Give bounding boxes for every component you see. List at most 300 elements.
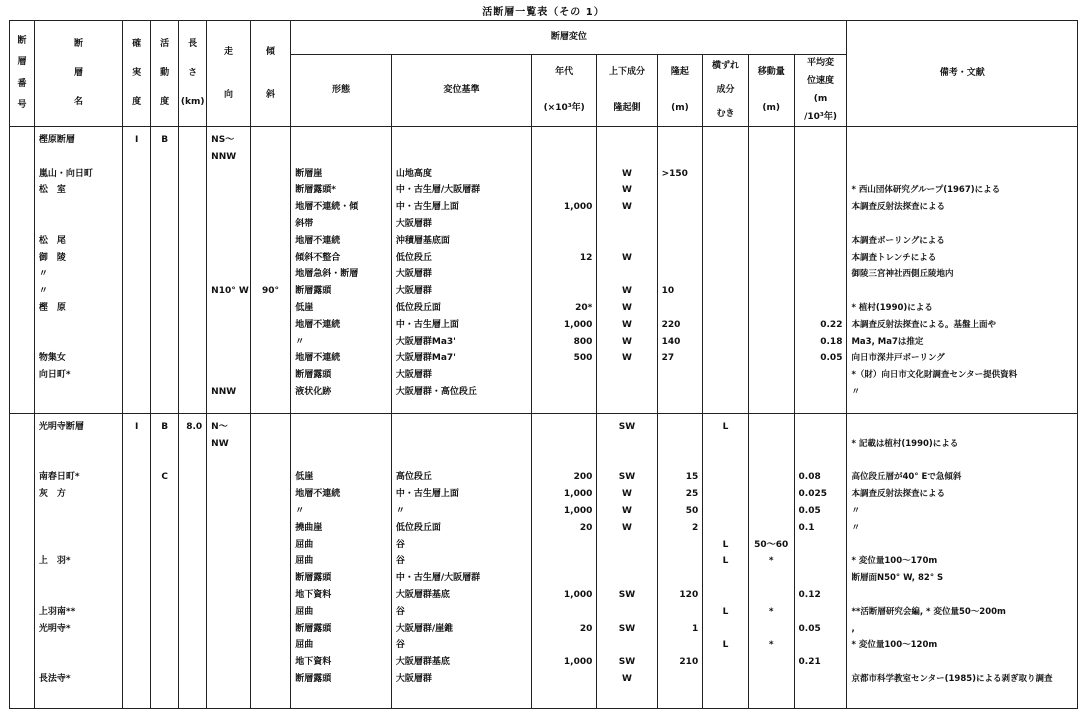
- cell-line: [532, 553, 592, 570]
- cell-line: SW: [618, 623, 636, 634]
- header-text: 実: [132, 68, 142, 79]
- cell-line: NNW: [211, 386, 237, 397]
- cell-line: [211, 350, 250, 367]
- cell-line: *: [768, 606, 774, 617]
- cell-line: 灰 方: [38, 489, 66, 500]
- cell-line: W: [622, 202, 632, 213]
- cell-line: [749, 621, 794, 638]
- cell-line: 樫 原: [38, 302, 66, 313]
- cell-line: [532, 182, 592, 199]
- header-text: 番: [17, 78, 27, 89]
- cell-line: 中・古生層上面: [395, 489, 459, 500]
- cell-line: [295, 453, 391, 470]
- header-displacement: 断層変位: [291, 21, 847, 55]
- cell-line: [532, 604, 592, 621]
- cell-line: [211, 250, 250, 267]
- cell-line: [799, 453, 847, 470]
- cell-line: [795, 283, 843, 300]
- cell-line: [662, 149, 703, 166]
- remarks-cell: [847, 127, 1078, 414]
- cell-line: * 変位量100～170m: [851, 556, 938, 567]
- cell-line: [795, 300, 843, 317]
- cell-line: 〃: [395, 505, 405, 516]
- cell-line: W: [622, 319, 632, 330]
- cell-line: [39, 654, 122, 671]
- cell-line: N～: [211, 422, 228, 432]
- cell-line: 御 陵: [38, 252, 66, 263]
- cell-line: [795, 233, 843, 250]
- cell-line: [211, 367, 250, 384]
- cell-line: [703, 436, 748, 453]
- header-fault-number: [10, 21, 35, 127]
- header-activity: [151, 21, 179, 127]
- cell-line: 本調査ボーリングによる: [851, 235, 945, 246]
- cell-line: [39, 587, 122, 604]
- header-basis: 変位基準: [391, 55, 531, 127]
- header-text: 斜: [265, 89, 275, 100]
- cell-line: [851, 654, 1077, 671]
- header-avg-rate: [794, 55, 847, 127]
- cell-line: [295, 132, 391, 149]
- cell-line: [597, 266, 656, 283]
- cell-line: 1,000: [563, 505, 593, 516]
- cell-line: 地層不連続: [295, 489, 341, 500]
- header-text: 向: [223, 89, 233, 100]
- cell-line: 低崖: [295, 302, 314, 313]
- rates-cell: [794, 127, 847, 414]
- cell-line: [597, 570, 656, 587]
- cell-line: ,: [851, 623, 855, 634]
- cell-line: [658, 419, 699, 436]
- cell-line: 〃: [295, 336, 305, 347]
- cell-line: 屈曲: [295, 640, 314, 651]
- cell-line: [295, 149, 391, 166]
- header-text: 長: [188, 39, 198, 50]
- header-movement: [748, 55, 794, 127]
- cell-line: 松 室: [38, 185, 66, 196]
- dip-cell: [250, 414, 290, 709]
- cell-line: 0.025: [798, 489, 827, 500]
- cell-line: [799, 419, 847, 436]
- header-text: 名: [74, 96, 84, 107]
- vertical-cell: [597, 414, 657, 709]
- cell-line: 谷: [395, 539, 405, 550]
- cell-line: 210: [679, 657, 699, 668]
- cell-line: *: [768, 556, 774, 567]
- cell-line: [39, 436, 122, 453]
- cell-line: [749, 469, 794, 486]
- cell-line: 上羽南**: [38, 606, 76, 617]
- cell-line: [851, 166, 1077, 183]
- cell-line: 大阪層群/崖錐: [395, 623, 454, 634]
- cell-line: 大阪層群・高位段丘: [395, 386, 477, 397]
- header-vertical: [597, 55, 657, 127]
- certainty-cell: I: [123, 414, 151, 709]
- remarks-cell: [847, 414, 1078, 709]
- cell-line: [39, 637, 122, 654]
- cell-line: SW: [618, 589, 636, 600]
- length-cell: 8.0: [179, 414, 207, 709]
- cell-line: [703, 570, 748, 587]
- cell-line: 樫原断層: [38, 135, 75, 145]
- cell-line: 本調査トレンチによる: [851, 252, 937, 263]
- header-text: 傾: [265, 46, 275, 57]
- cell-line: [39, 453, 122, 470]
- cell-line: [597, 436, 656, 453]
- cell-line: [251, 266, 290, 283]
- cell-line: 高位段丘層が40° Eで急傾斜: [851, 472, 962, 483]
- cell-line: [749, 436, 794, 453]
- cell-line: 20: [579, 623, 593, 634]
- cell-line: [703, 469, 748, 486]
- cell-line: [851, 132, 1077, 149]
- cell-line: 1,000: [563, 319, 593, 330]
- cell-line: 〃: [38, 286, 48, 297]
- cell-line: >150: [661, 168, 688, 179]
- forms-cell: [291, 127, 392, 414]
- header-dip: [250, 21, 290, 127]
- cell-line: [251, 199, 290, 216]
- header-text: 断: [17, 35, 27, 46]
- cell-line: 90°: [261, 286, 279, 297]
- cell-line: [795, 367, 843, 384]
- cell-line: W: [622, 336, 632, 347]
- cell-line: 物集女: [38, 353, 66, 364]
- cell-line: [658, 637, 699, 654]
- dip-cell: [250, 127, 290, 414]
- cell-line: [211, 166, 250, 183]
- cell-line: 800: [573, 336, 593, 347]
- cell-line: 〃: [851, 505, 860, 516]
- names-cell: [34, 414, 122, 709]
- cell-line: [396, 419, 531, 436]
- cell-line: NNW: [211, 151, 237, 162]
- cell-line: W: [622, 489, 632, 500]
- cell-line: 高位段丘: [395, 472, 432, 483]
- cell-line: [39, 334, 122, 351]
- cell-line: [295, 436, 391, 453]
- cell-line: [532, 384, 592, 401]
- cell-line: [295, 419, 391, 436]
- header-form: 形態: [291, 55, 392, 127]
- cell-line: 20: [579, 522, 593, 533]
- cell-line: W: [622, 505, 632, 516]
- cell-line: 25: [685, 489, 699, 500]
- cell-line: 地下資料: [295, 589, 332, 600]
- cell-line: NS～: [211, 135, 235, 145]
- cell-line: 1,000: [563, 589, 593, 600]
- header-text: むき: [716, 108, 735, 119]
- header-text: (m): [762, 102, 780, 113]
- ages-cell: [532, 127, 597, 414]
- cell-line: 12: [579, 252, 593, 263]
- cell-line: [795, 250, 843, 267]
- cell-line: 撓曲崖: [295, 522, 323, 533]
- cell-line: [532, 637, 592, 654]
- header-text: 横ずれ: [712, 61, 740, 72]
- cell-line: 200: [573, 472, 593, 483]
- cell-line: [795, 266, 843, 283]
- cell-line: [396, 149, 531, 166]
- cell-line: 2: [691, 522, 699, 533]
- cell-line: 大阪層群: [395, 370, 432, 381]
- cell-line: [396, 132, 531, 149]
- header-text: 断: [74, 39, 84, 50]
- cell-line: [795, 149, 843, 166]
- cell-line: 地層不連続: [295, 235, 341, 246]
- cell-line: 本調査反射法探査による。基盤上面や: [851, 319, 996, 330]
- cell-line: [251, 250, 290, 267]
- cell-line: [532, 671, 592, 688]
- cell-line: [532, 419, 592, 436]
- header-text: 号: [17, 100, 27, 111]
- number-cell: [10, 414, 35, 709]
- cell-line: 120: [679, 589, 699, 600]
- cell-line: 本調査反射法探査による: [851, 489, 945, 500]
- header-text: 走: [223, 46, 233, 57]
- cell-line: 50: [685, 505, 699, 516]
- cell-line: * 記載は植村(1990)による: [851, 438, 959, 449]
- cell-line: 低位段丘面: [395, 522, 441, 533]
- cell-line: 向日町*: [38, 370, 71, 381]
- cell-line: 0.21: [798, 657, 821, 668]
- cell-line: Ma3, Ma7は推定: [851, 336, 924, 347]
- header-text: 移動量: [757, 67, 785, 78]
- header-text: 成分: [716, 85, 735, 96]
- lateral-cell: [703, 414, 749, 709]
- cell-line: [251, 132, 290, 149]
- header-text: (km): [180, 96, 205, 107]
- cell-line: 傾斜不整合: [295, 252, 341, 263]
- header-text: 活: [160, 39, 170, 50]
- cell-line: 上 羽*: [38, 556, 71, 567]
- header-age: [532, 55, 597, 127]
- cell-line: W: [622, 522, 632, 533]
- cell-line: [39, 199, 122, 216]
- cell-line: 〃: [851, 386, 860, 397]
- cell-line: [851, 453, 1077, 470]
- cell-line: [662, 132, 703, 149]
- cell-line: 光明寺*: [38, 623, 71, 634]
- activity-cell: B: [151, 127, 179, 414]
- cell-line: [532, 233, 592, 250]
- cell-line: 谷: [395, 606, 405, 617]
- cell-line: 低位段丘面: [395, 302, 441, 313]
- header-text: さ: [188, 68, 198, 79]
- header-text: 隆起: [670, 67, 689, 78]
- header-text: 隆起側: [613, 102, 641, 113]
- cell-line: 断層露頭: [295, 286, 332, 297]
- cell-line: 長法寺*: [38, 673, 71, 684]
- cell-line: W: [622, 252, 632, 263]
- cell-line: [749, 453, 794, 470]
- cell-line: 断層崖: [295, 168, 323, 179]
- cell-line: 0.05: [798, 505, 821, 516]
- header-remarks: 備考・文献: [847, 21, 1078, 127]
- cell-line: [703, 486, 748, 503]
- cell-line: 南春日町*: [38, 472, 80, 483]
- vertical-cell: [597, 127, 657, 414]
- cell-line: [251, 182, 290, 199]
- cell-line: [851, 283, 1077, 300]
- cell-line: [597, 384, 656, 401]
- cell-line: 20*: [575, 302, 593, 313]
- strike-cell: [207, 127, 251, 414]
- cell-line: [851, 587, 1077, 604]
- number-cell: [10, 127, 35, 414]
- cell-line: 屈曲: [295, 539, 314, 550]
- cell-line: 15: [685, 472, 699, 483]
- cell-line: [251, 233, 290, 250]
- header-text: 層: [74, 68, 84, 79]
- cell-line: N10° W: [211, 286, 249, 297]
- cell-line: [597, 367, 656, 384]
- cell-line: [658, 553, 699, 570]
- cell-line: [532, 216, 592, 233]
- uplift-cell: [657, 127, 703, 414]
- cell-line: 谷: [395, 640, 405, 651]
- cell-line: [597, 149, 656, 166]
- cell-line: 松 尾: [38, 235, 66, 246]
- cell-line: [597, 132, 656, 149]
- cell-line: [749, 587, 794, 604]
- cell-line: [211, 233, 250, 250]
- cell-line: [799, 436, 847, 453]
- cell-line: 地層不連続: [295, 319, 341, 330]
- cell-line: [662, 250, 703, 267]
- cell-line: 10: [661, 286, 675, 297]
- cell-line: 地下資料: [295, 657, 332, 668]
- cell-line: 断層露頭: [295, 370, 332, 381]
- cell-line: [851, 216, 1077, 233]
- cell-line: 光明寺断層: [38, 422, 84, 432]
- cell-line: [211, 199, 250, 216]
- cell-line: [39, 503, 122, 520]
- cell-line: [251, 166, 290, 183]
- header-text: 位速度: [806, 76, 834, 87]
- cell-line: 大阪層群基底: [395, 589, 450, 600]
- cell-line: L: [722, 606, 729, 617]
- table-row-komyoji: [10, 414, 1078, 709]
- cell-line: [532, 436, 592, 453]
- cell-line: 0.05: [820, 353, 843, 364]
- cell-line: 27: [661, 353, 675, 364]
- cell-line: [597, 453, 656, 470]
- cell-line: 140: [661, 336, 681, 347]
- active-fault-table: [9, 20, 1078, 709]
- cell-line: [703, 621, 748, 638]
- cell-line: [211, 300, 250, 317]
- bases-cell: [391, 127, 531, 414]
- cell-line: [749, 520, 794, 537]
- cell-line: 50～60: [754, 539, 789, 550]
- cell-line: [703, 503, 748, 520]
- cell-line: [39, 520, 122, 537]
- cell-line: [532, 132, 592, 149]
- cell-line: W: [622, 673, 632, 684]
- cell-line: [597, 537, 656, 554]
- cell-line: [658, 453, 699, 470]
- cell-line: 断層露頭: [295, 673, 332, 684]
- cell-line: [749, 503, 794, 520]
- cell-line: 大阪層群: [395, 673, 432, 684]
- cell-line: * 西山団体研究グループ(1967)による: [851, 185, 1001, 196]
- cell-line: 0.05: [798, 623, 821, 634]
- cell-line: *: [768, 640, 774, 651]
- cell-line: [703, 671, 748, 688]
- cell-line: [396, 453, 531, 470]
- cell-line: 大阪層群: [395, 286, 432, 297]
- header-text: (m: [813, 93, 828, 104]
- cell-line: [799, 637, 847, 654]
- cell-line: 中・古生層/大阪層群: [395, 185, 481, 196]
- strike-cell: [207, 414, 251, 709]
- cell-line: [211, 182, 250, 199]
- cell-line: [39, 317, 122, 334]
- cell-line: 断層露頭: [295, 573, 332, 584]
- cell-line: [795, 132, 843, 149]
- header-text: (m): [671, 102, 689, 113]
- cell-line: L: [722, 556, 729, 567]
- cell-line: [851, 419, 1077, 436]
- header-text: 確: [132, 39, 142, 50]
- cell-line: [662, 182, 703, 199]
- cell-line: 地層不連続: [295, 353, 341, 364]
- cell-line: 〃: [38, 269, 48, 280]
- cell-line: 大阪層群: [395, 269, 432, 280]
- cell-line: 大阪層群基底: [395, 657, 450, 668]
- cell-line: W: [622, 353, 632, 364]
- cell-line: [795, 199, 843, 216]
- cell-line: W: [622, 168, 632, 179]
- cell-line: [658, 537, 699, 554]
- cell-line: 断層面N50° W, 82° S: [851, 573, 944, 584]
- cell-line: 0.08: [798, 472, 821, 483]
- cell-line: 向日市深井戸ボーリング: [851, 353, 945, 364]
- cell-line: [662, 300, 703, 317]
- cell-line: 斜帯: [295, 218, 314, 229]
- cell-line: [39, 149, 122, 166]
- cell-line: [251, 216, 290, 233]
- cell-line: 地層不連続・傾: [295, 202, 359, 213]
- cell-line: [211, 334, 250, 351]
- cell-line: 0.18: [820, 336, 843, 347]
- rates-cell: [794, 414, 847, 709]
- cell-line: [795, 182, 843, 199]
- cell-line: [597, 553, 656, 570]
- length-cell: [179, 127, 207, 414]
- cell-line: [851, 149, 1077, 166]
- cell-line: [749, 671, 794, 688]
- header-text: 層: [17, 57, 27, 68]
- cell-line: [597, 637, 656, 654]
- cell-line: [597, 604, 656, 621]
- cell-line: [799, 570, 847, 587]
- cell-line: 220: [661, 319, 681, 330]
- movement-cell: [748, 127, 794, 414]
- cell-line: *（財）向日市文化財調査センター提供資料: [851, 370, 1018, 381]
- cell-line: 1,000: [563, 489, 593, 500]
- cell-line: [799, 604, 847, 621]
- cell-line: 屈曲: [295, 556, 314, 567]
- header-fault-name: [34, 21, 122, 127]
- cell-line: **活断層研究会編, * 変位量50～200m: [851, 606, 1006, 617]
- header-length: [179, 21, 207, 127]
- header-text: 上下成分: [608, 67, 645, 78]
- cell-line: 谷: [395, 556, 405, 567]
- cell-line: * 変位量100～120m: [851, 640, 938, 651]
- cell-line: [799, 537, 847, 554]
